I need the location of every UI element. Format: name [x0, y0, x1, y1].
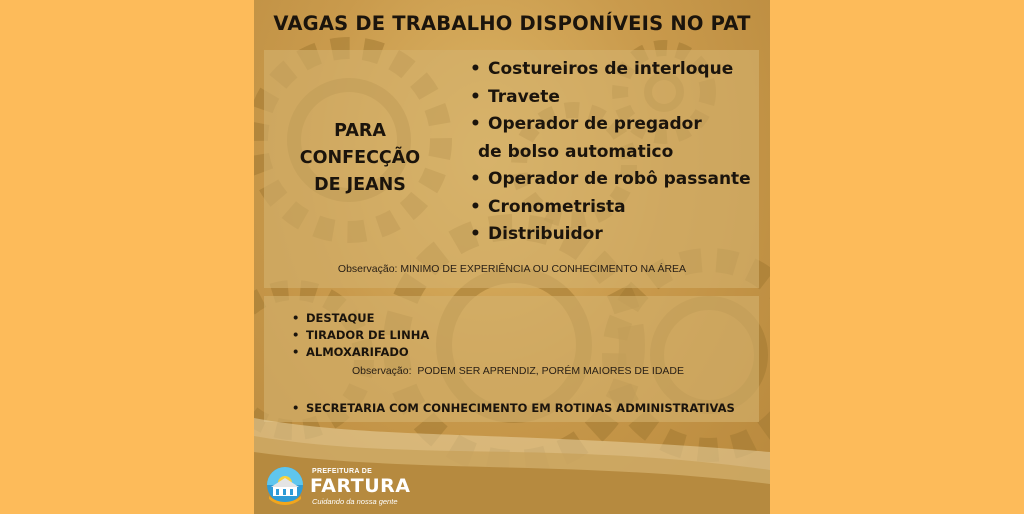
bullet-icon: • [470, 59, 481, 79]
jeans-job-list [470, 56, 751, 249]
job-label: SECRETARIA COM CONHECIMENTO EM ROTINAS ADMINISTRATIVAS [306, 401, 735, 415]
job-label: Costureiros de interloque [488, 59, 734, 79]
poster [254, 0, 770, 514]
bullet-icon: • [470, 196, 481, 217]
bullet-icon: • [292, 345, 300, 359]
job-label: Operador de robô passante [488, 169, 751, 189]
job-item [292, 344, 429, 361]
bullet-icon: • [470, 114, 481, 134]
bullet-icon: • [292, 311, 300, 325]
job-item [470, 84, 751, 112]
section-heading-line: PARA [334, 121, 386, 141]
extra-job-list [292, 401, 735, 415]
other-job-list [292, 310, 429, 361]
job-item [470, 111, 751, 139]
job-label: ALMOXARIFADO [306, 345, 409, 359]
section-heading-line: DE JEANS [314, 175, 406, 195]
job-label: Distribuidor [488, 224, 603, 244]
job-item [292, 401, 735, 415]
logo-name: FARTURA [310, 475, 411, 497]
bullet-icon: • [470, 86, 481, 107]
logo-prefix: PREFEITURA DE [312, 468, 373, 475]
section-heading-line: CONFECÇÃO [299, 148, 421, 168]
job-item [470, 194, 751, 222]
job-label: Operador de pregador [488, 114, 702, 134]
job-item [470, 221, 751, 249]
job-item [292, 310, 429, 327]
bullet-icon: • [470, 169, 481, 189]
job-label: TIRADOR DE LINHA [306, 328, 430, 342]
sun-house-icon [266, 466, 304, 506]
section-heading [276, 118, 444, 199]
job-label: Travete [488, 86, 560, 107]
fartura-logo [266, 466, 426, 506]
bullet-icon: • [470, 224, 481, 244]
job-item [470, 56, 751, 84]
job-item [292, 327, 429, 344]
job-label: Cronometrista [488, 196, 626, 217]
job-item [470, 166, 751, 194]
logo-tagline: Cuidando da nossa gente [312, 497, 398, 506]
job-label: DESTAQUE [306, 311, 375, 325]
observation-note: Observação: PODEM SER APRENDIZ, PORÉM MAIORES DE IDADE [352, 365, 684, 377]
page-title: VAGAS DE TRABALHO DISPONÍVEIS NO PAT [273, 12, 751, 35]
job-item-continuation: de bolso automatico [478, 141, 674, 162]
bullet-icon: • [292, 328, 300, 342]
bullet-icon: • [292, 401, 300, 415]
observation-note: Observação: MINIMO DE EXPERIÊNCIA OU CONHECIMENTO NA ÁREA [337, 263, 687, 275]
